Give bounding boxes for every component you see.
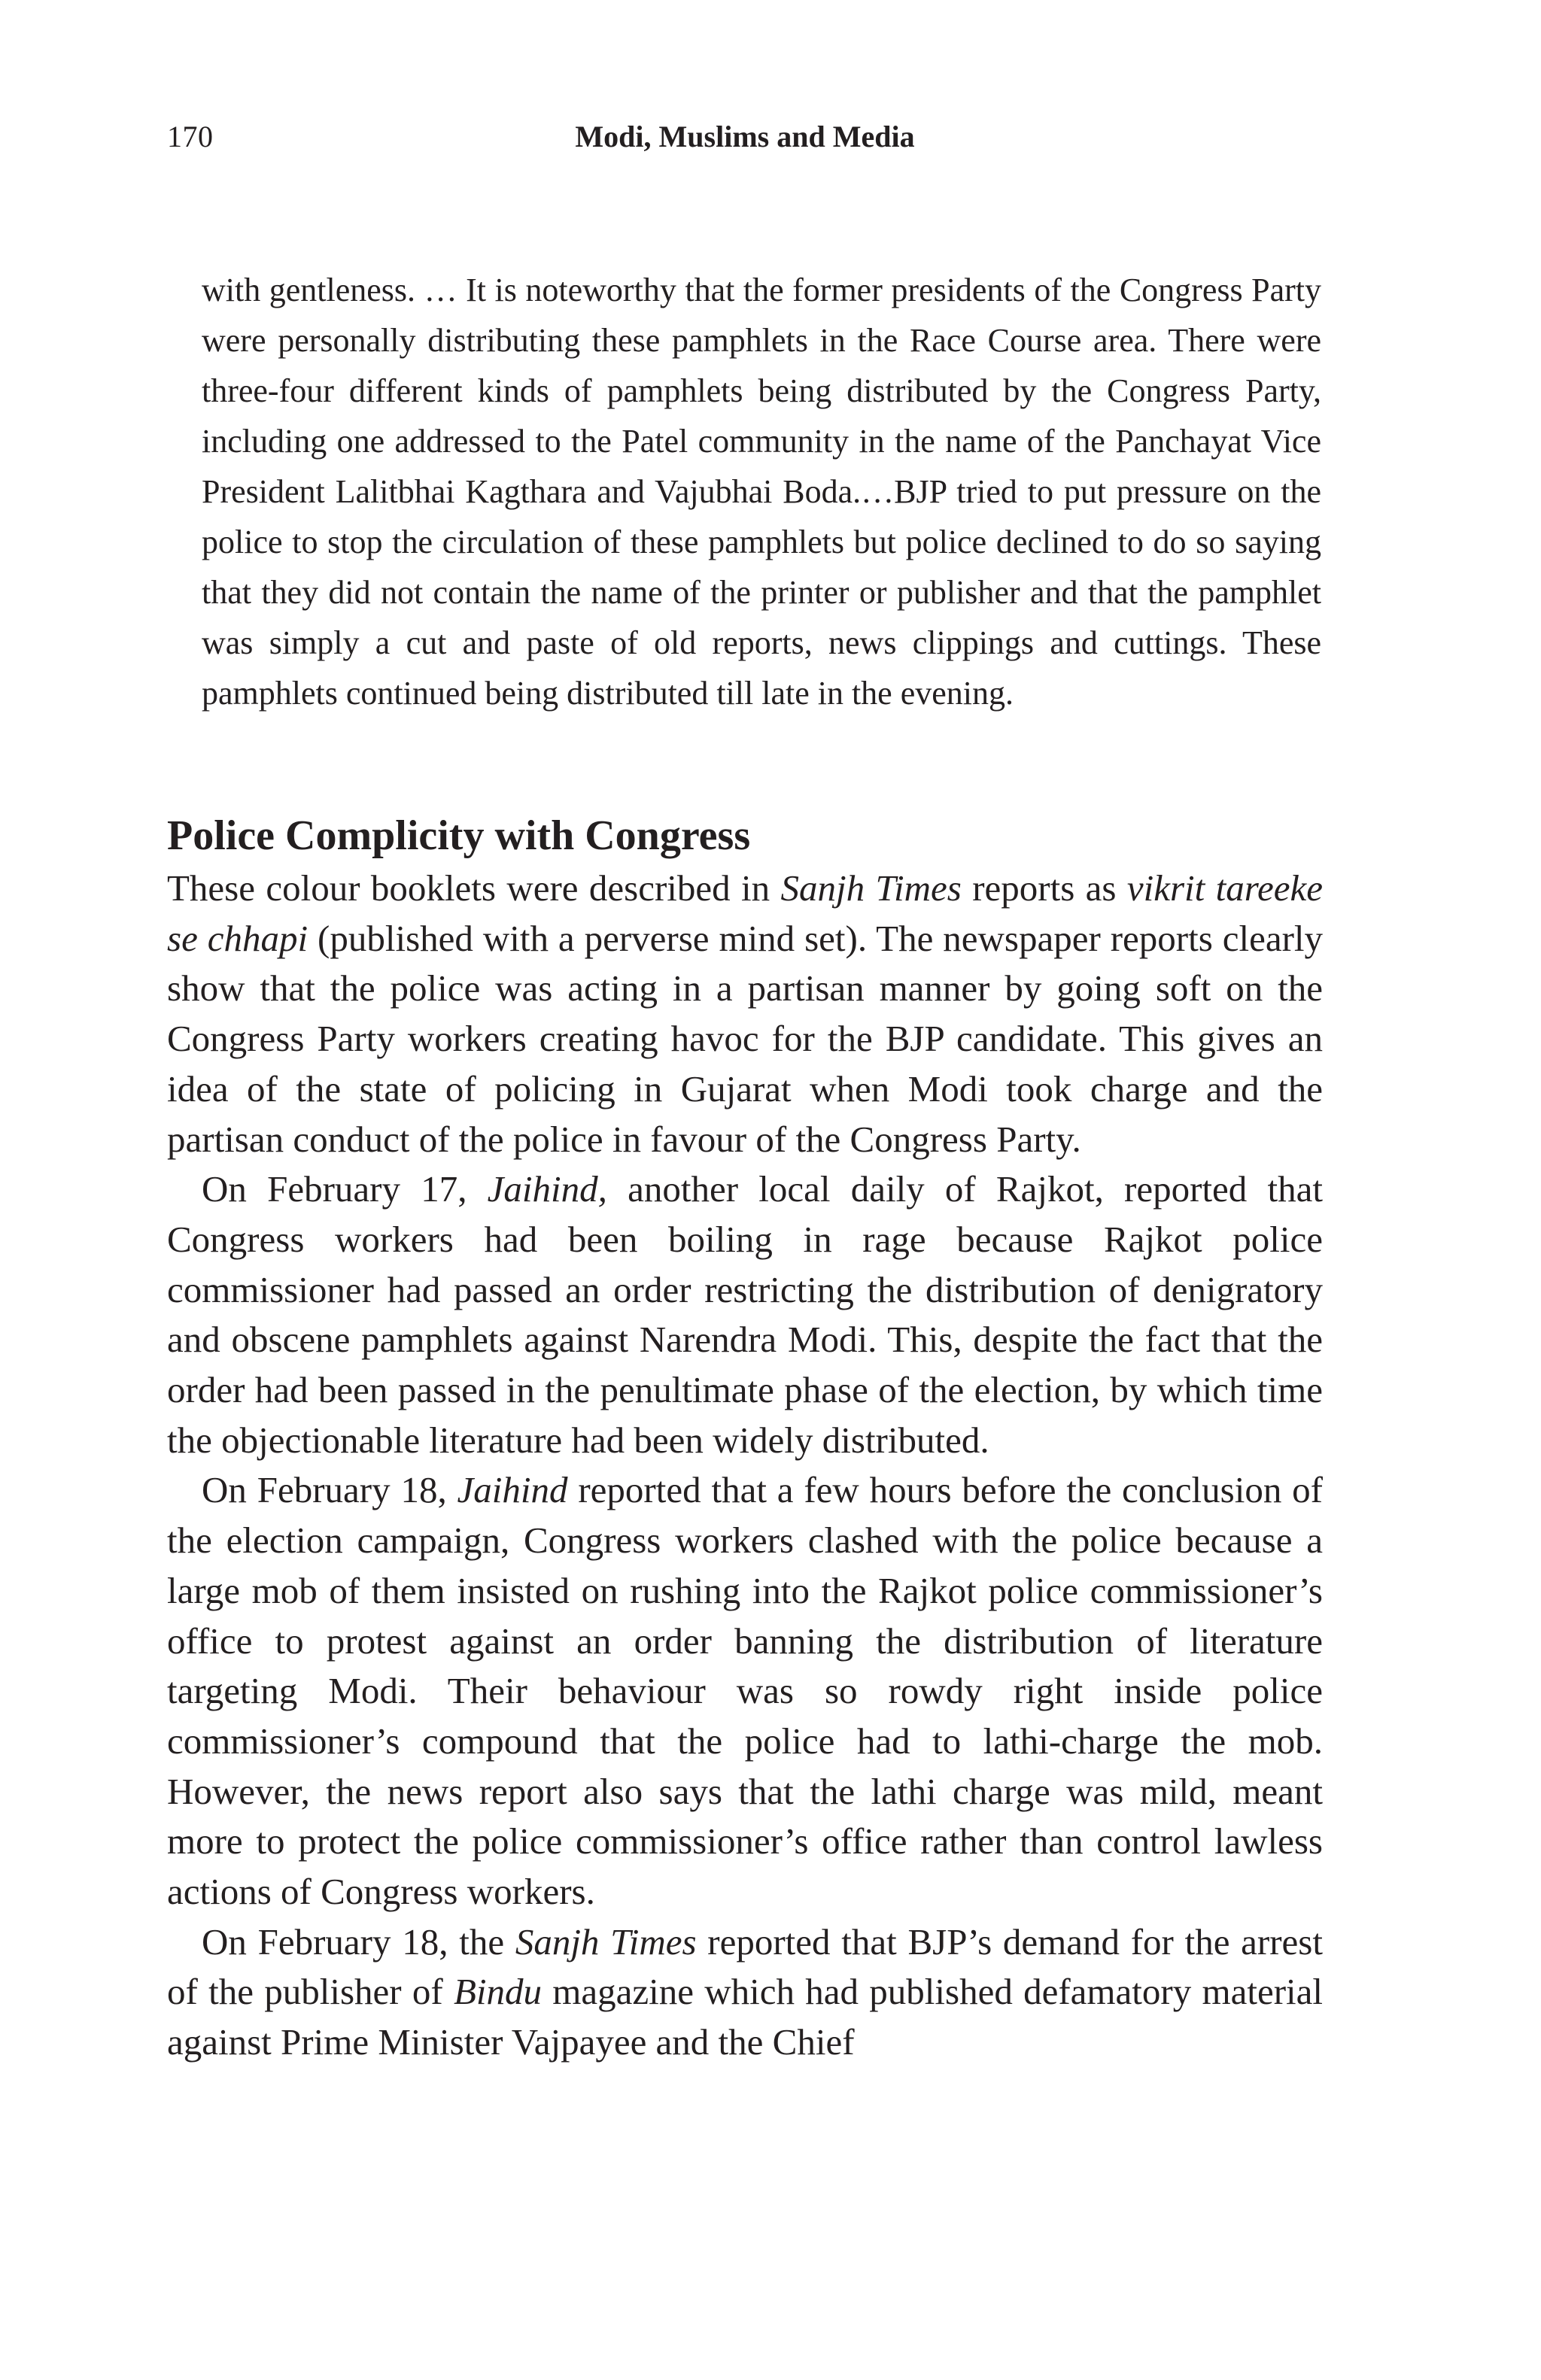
text-run: reported that BJP’s demand for the arrest of the publisher of bbox=[167, 1920, 1323, 2013]
text-run: magazine which had published defamatory material against Prime Minister Vajpayee and the Chief bbox=[167, 1971, 1324, 2063]
newspaper-title: Jaihind bbox=[457, 1469, 568, 1511]
text-run: (published with a perverse mind set). The newspaper reports clearly show that the police was acting in a partisan manner by going soft on the Congress Party workers creating havoc for the BJP candidate. This gives an idea of the state of policing in Gujarat when Modi took charge and the partisan conduct of the police in favour of the Congress Party. bbox=[167, 917, 1323, 1160]
section-heading: Police Complicity with Congress bbox=[167, 812, 751, 859]
text-run: reports as bbox=[961, 867, 1127, 909]
text-run: These colour booklets were described in bbox=[167, 867, 781, 909]
paragraph-1 bbox=[167, 864, 1323, 1164]
block-quote: with gentleness. … It is noteworthy that the former presidents of the Congress Party were personally distributing these pamphlets in the Race Course area. There were three-four different kinds of pamphlets being distributed by the Congress Party, including one addressed to the Patel community in the name of the Panchayat Vice President Lalitbhai Kagthara and Vajubhai Boda.…BJP tried to put pressure on the police to stop the circulation of these pamphlets but police declined to do so saying that they did not contain the name of the printer or publisher and that the pamphlet was simply a cut and paste of old reports, news clippings and cuttings. These pamphlets continued being distributed till late in the evening. bbox=[202, 272, 1321, 712]
newspaper-title: Sanjh Times bbox=[515, 1920, 697, 1963]
magazine-title: Bindu bbox=[453, 1971, 542, 2013]
paragraph-2 bbox=[167, 1164, 1323, 1465]
text-run: another local daily of Rajkot, reported that Congress workers had been boiling in rage because Rajkot police commissioner had passed an order restricting the distribution of denigratory and obscene pamphlets against Narendra Modi. This, despite the fact that the order had been passed in the penultimate phase of the election, by which time the objectionable literature had been widely distributed. bbox=[167, 1168, 1323, 1461]
paragraph-3 bbox=[167, 1465, 1323, 1917]
hindi-phrase: vikrit tareeke se chhapi bbox=[167, 867, 1323, 959]
running-head bbox=[167, 119, 1323, 164]
book-title: Modi, Muslims and Media bbox=[575, 120, 915, 153]
newspaper-title: Sanjh Times bbox=[780, 867, 962, 909]
text-run: On February 18, bbox=[202, 1469, 457, 1511]
body-text bbox=[167, 864, 1323, 2068]
page-number: 170 bbox=[167, 120, 214, 153]
newspaper-title: Jaihind, bbox=[487, 1168, 607, 1210]
text-run: On February 18, the bbox=[202, 1920, 515, 1963]
paragraph-4 bbox=[167, 1917, 1323, 2068]
text-run: reported that a few hours before the conclusion of the election campaign, Congress workers clashed with the police because a large mob of them insisted on rushing into the Rajkot police commissioner’s office to protest against an order banning the distribution of literature targeting Modi. Their behaviour was so rowdy right inside police commissioner’s compound that the police had to lathi-charge the mob. However, the news report also says that the lathi charge was mild, meant more to protect the police commissioner’s office rather than control lawless actions of Congress workers. bbox=[167, 1469, 1323, 1913]
text-run: On February 17, bbox=[202, 1168, 488, 1210]
